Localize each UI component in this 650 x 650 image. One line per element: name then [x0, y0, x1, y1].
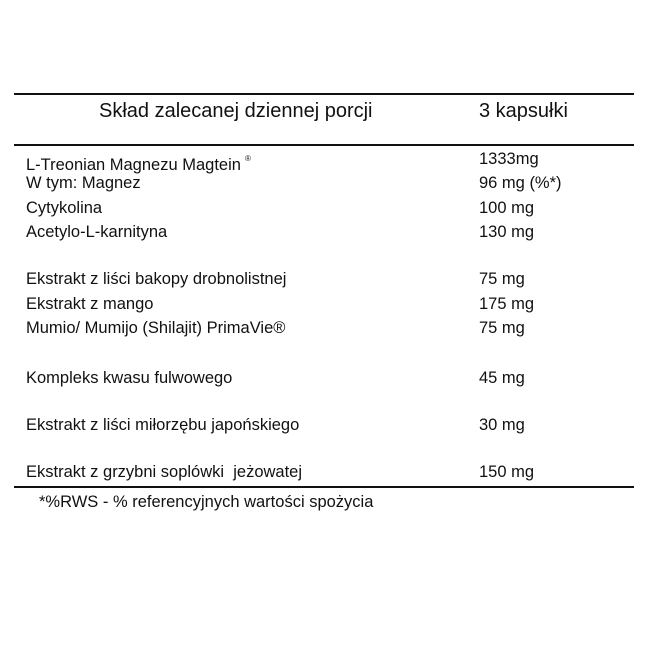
ingredient-amount: 130 mg	[479, 223, 535, 241]
table-row	[0, 268, 650, 292]
registered-mark: ®	[244, 154, 251, 163]
header-bottom-rule	[14, 144, 634, 146]
ingredient-amount: 96 mg (%*)	[479, 174, 562, 192]
table-top-rule	[14, 93, 634, 95]
table-row	[0, 414, 650, 438]
ingredient-name: Ekstrakt z liści bakopy drobnolistnej	[26, 270, 287, 288]
ingredient-amount: 45 mg	[479, 369, 525, 387]
ingredient-name: Cytykolina	[26, 199, 103, 217]
ingredient-amount: 75 mg	[479, 319, 525, 337]
table-row	[0, 461, 650, 485]
ingredient-name: Ekstrakt z grzybni soplówki jeżowatej	[26, 463, 303, 481]
header-dose-label: 3 kapsułki	[479, 100, 568, 122]
ingredient-name: Kompleks kwasu fulwowego	[26, 369, 233, 387]
table-row	[0, 367, 650, 391]
ingredient-amount: 75 mg	[479, 270, 525, 288]
table-row	[0, 293, 650, 317]
ingredient-name: Mumio/ Mumijo (Shilajit) PrimaVie®	[26, 319, 286, 337]
header-portion-label: Skład zalecanej dziennej porcji	[99, 100, 373, 122]
ingredient-name: Ekstrakt z liści miłorzębu japońskiego	[26, 416, 300, 434]
table-row	[0, 148, 650, 172]
rws-footnote: *%RWS - % referencyjnych wartości spożycia	[39, 493, 374, 511]
ingredient-amount: 100 mg	[479, 199, 535, 217]
table-bottom-rule	[14, 486, 634, 488]
ingredient-name: W tym: Magnez	[26, 174, 141, 192]
ingredient-name: L-Treonian Magnezu Magtein ®	[26, 154, 251, 174]
ingredient-name: Ekstrakt z mango	[26, 295, 154, 313]
table-row	[0, 172, 650, 196]
ingredient-amount: 1333mg	[479, 150, 539, 168]
ingredient-amount: 175 mg	[479, 295, 535, 313]
table-row	[0, 197, 650, 221]
table-row	[0, 221, 650, 245]
ingredient-amount: 30 mg	[479, 416, 525, 434]
table-row	[0, 317, 650, 341]
ingredient-amount: 150 mg	[479, 463, 535, 481]
ingredient-name: Acetylo-L-karnityna	[26, 223, 168, 241]
